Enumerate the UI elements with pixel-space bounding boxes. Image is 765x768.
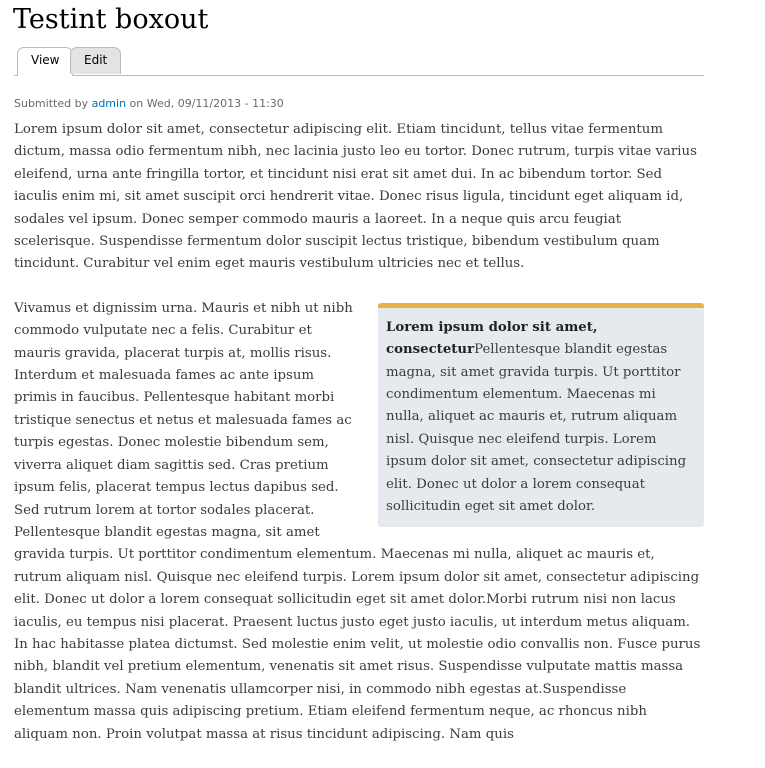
page-title: Testint boxout <box>13 4 209 35</box>
boxout-heading: Lorem ipsum dolor sit amet, consectetur <box>386 319 598 358</box>
body-paragraph-2: Vivamus et dignissim urna. Mauris et nibh ut nibh commodo vulputate nec a felis. Curabitur et mauris gravida, placerat turpis at, mollis risus. Interdum et malesuada fames ac ante ipsum primis in faucibus. Pellentesque habitant morbi tristique senectus et netus et malesuada fames ac turpis egestas. Donec molestie bibendum sem, viverra aliquet diam sagittis sed. Cras pretium ipsum felis, placerat tempus lectus dapibus sed. Sed rutrum lorem at tortor sodales placerat. Pellentesque blandit egestas magna, sit amet gravida turpis. Ut porttitor condimentum elementum. Maecenas mi nulla, aliquet ac mauris et, rutrum aliquam nisl. Quisque nec eleifend turpis. Lorem ipsum dolor sit amet, consectetur adipiscing elit. Donec ut dolor a lorem consequat sollicitudin eget sit amet dolor.Morbi rutrum nisi non lacus iaculis, eu tempus nisi placerat. Praesent luctus justo eget justo iaculis, ut interdum metus aliquam. In hac habitasse platea dictumst. Sed molestie enim velit, ut molestie odio convallis non. Fusce purus nibh, blandit vel pretium elementum, venenatis sit amet risus. Suspendisse vulputate mattis massa blandit ultrices. Nam venenatis ullamcorper nisi, in commodo nibh egestas at.Suspendisse elementum massa quis adipiscing pretium. Etiam eleifend fermentum neque, ac rhoncus nibh aliquam non. Proin volutpat massa at risus tincidunt adipiscing. Nam quis <box>14 300 701 742</box>
author-link[interactable]: admin <box>91 97 127 110</box>
submitted-middle: on <box>126 97 147 110</box>
submitted-info <box>14 97 284 111</box>
submitted-prefix: Submitted by <box>14 97 92 110</box>
boxout-text: Pellentesque blandit egestas magna, sit amet gravida turpis. Ut porttitor condimentum elementum. Maecenas mi nulla, aliquet ac mauris et, rutrum aliquam nisl. Quisque nec eleifend turpis. Lorem ipsum dolor sit amet, consectetur adipiscing elit. Donec ut dolor a lorem consequat sollicitudin eget sit amet dolor. <box>386 342 687 515</box>
body-paragraph-1: Lorem ipsum dolor sit amet, consectetur adipiscing elit. Etiam tincidunt, tellus vitae fermentum dictum, massa odio fermentum nibh, nec lacinia justo leo eu tortor. Donec rutrum, turpis vitae varius eleifend, urna ante fringilla tortor, et tincidunt nisi erat sit amet dui. In ac bibendum tortor. Sed iaculis enim mi, sit amet suscipit orci hendrerit vitae. Donec risus ligula, tincidunt eget aliquam id, sodales vel ipsum. Donec semper commodo mauris a laoreet. In a neque quis arcu feugiat scelerisque. Suspendisse fermentum dolor suscipit lectus tristique, bibendum vestibulum quam tincidunt. Curabitur vel enim eget mauris vestibulum ultricies nec et tellus. <box>14 122 697 272</box>
submitted-date: Wed, 09/11/2013 - 11:30 <box>146 97 284 110</box>
tab-bar <box>14 47 704 76</box>
node-content <box>14 119 704 768</box>
tab-view[interactable]: View <box>17 47 73 76</box>
tab-edit[interactable]: Edit <box>70 47 121 74</box>
boxout <box>378 303 704 527</box>
